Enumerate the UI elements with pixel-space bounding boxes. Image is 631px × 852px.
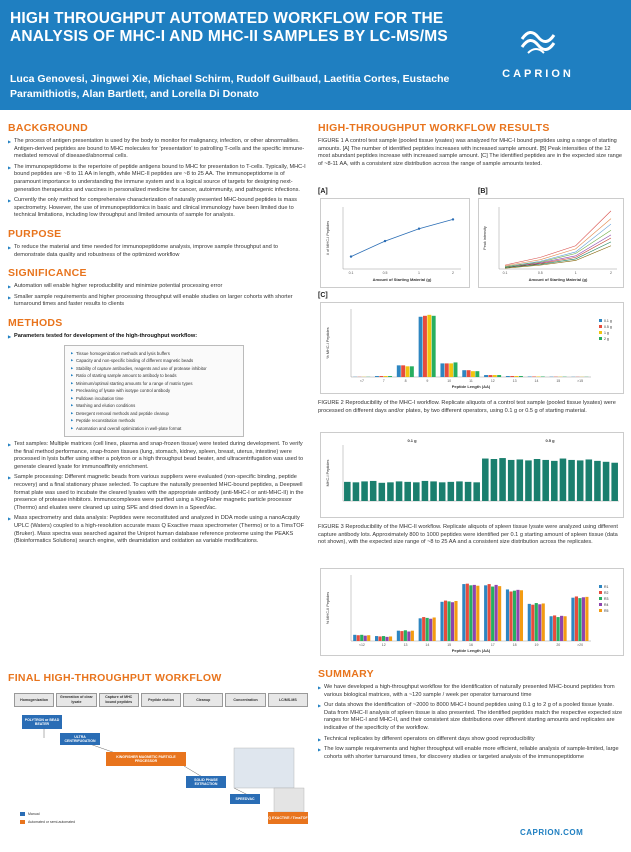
legend-label: 2 g [604,337,609,341]
bar [517,459,524,501]
x-tick-label: 0.5 [537,271,543,275]
bar [506,589,509,641]
bar [422,481,429,501]
x-tick-label: 10 [447,379,452,383]
bar [400,631,403,641]
legend-swatch [599,325,602,328]
legend-swatch [599,585,602,588]
legend-swatch [599,609,602,612]
bar [469,585,472,641]
legend-manual-swatch [20,812,25,816]
methods-intro: ▶ Parameters tested for development of the high-throughput workflow: [8,333,308,341]
data-point [350,255,352,257]
bar [454,601,457,641]
bar [497,375,501,377]
x-tick-label: 1 [574,271,577,275]
bar [515,376,519,377]
bar [397,365,401,377]
bar [444,601,447,641]
methods-sample-processing: ▶ Sample processing: Different magnetic beads from various suppliers were evaluated (non-specific binding, peptide recovery) and a final stationary phase selected. To capture the naturally presented MHC-bound peptides, a Deepwell format plate was used to incubate the cleared lysates with the appropriate antibody (anti-MHC-I or anti-MHC-II) in the presence of protease inhibitors. Immunocomplexes were purified using a KingFisher magnetic particle processor (Thermo) and eluates were cleaned up using SPE and dried down in a SpeedVac. [8,474,308,512]
bar [427,315,431,377]
legend-label: 0.1 g [604,319,612,323]
bar [367,635,370,641]
results-heading: HIGH-THROUGHPUT WORKFLOW RESULTS [318,122,550,134]
methods-test-samples: ▶ Test samples: Multiple matrices (cell lines, plasma and snap-frozen tissue) were tested during development. To verify the final method performance, snap-frozen tissues (lung, stomach, kidney, spleen, breast, uterus, intestine) were processed in lysis buffer using either a polytron or a high throughput bead beater, and ultracentrifugation was used to generate cleared lysate for immunoaffinity enrichment. [8,441,308,471]
legend-auto-label: Automated or semi-automated [28,820,76,824]
panel-b-label: [B] [478,188,488,195]
legend-swatch [599,591,602,594]
wave-logo-icon [518,25,558,59]
x-axis-label: Amount of Starting Material (g) [528,277,588,282]
bar [513,591,516,641]
bar [353,482,360,501]
bar [586,459,593,501]
bar [389,636,392,641]
bar [375,376,379,377]
bar [535,603,538,641]
x-tick-label: 16 [469,643,473,647]
parameter-item: ▶ Minimum/optimal starting amounts for a range of matrix types [71,380,237,388]
legend-label: R5 [604,609,609,613]
x-tick-label: 14 [425,643,430,647]
purpose-heading: PURPOSE [8,227,62,240]
chart-panel-a [320,198,470,288]
x-axis-label: Peptide Length (AA) [451,384,491,389]
legend-label: R4 [604,603,609,607]
x-tick-label: 11 [469,379,473,383]
bar [404,482,411,501]
bar [493,375,497,377]
group-label: 0.5 g [545,438,555,443]
bar [449,363,453,377]
parameter-item: ▶ Preclearing of lysate with isotype control antibody [71,387,237,395]
workflow-step: Cleanup [183,693,223,707]
x-tick-label: 15 [556,379,561,383]
bar [488,375,492,377]
parameter-item: ▶ Washing and elution conditions [71,402,237,410]
bar [406,366,410,377]
x-tick-label: 0.5 [382,271,388,275]
bar [582,597,585,641]
background-para-3: ▶ Currently the only method for comprehensive characterization of naturally presented MHC-bound peptides is mass spectrometry. However, the use of immunopeptidomics in basic and clinical immunology have been limited due to technical limitations, including low throughput and limited amounts of sample for analysis. [8,197,308,220]
bar [462,370,466,377]
bar [498,586,501,641]
bar [465,482,472,501]
bar [508,460,515,501]
bar [404,630,407,641]
bar [473,585,476,641]
figure-3-caption-wrap [318,524,624,547]
bar [491,459,498,501]
panel-c-label: [C] [318,292,328,299]
bar [364,636,367,641]
data-point [384,240,386,242]
legend-manual-label: Manual [28,812,40,816]
legend-swatch [599,603,602,606]
x-tick-label: 2 [610,271,612,275]
legend-label: R2 [604,591,609,595]
bar [571,598,574,641]
y-axis-label: % MHC-II Peptides [326,591,330,625]
instrument-image [234,748,294,788]
workflow-step: Peptide elution [141,693,181,707]
x-tick-label: 2 [452,271,454,275]
workflow-step: Generation of clear lysate [56,693,96,707]
x-tick-label: 9 [426,379,429,383]
bar [560,459,567,501]
wf-box-centrifugation: ULTRA CENTRIFUGATION [60,733,100,745]
left-column [8,122,308,549]
significance-para-2: ▶ Smaller sample requirements and higher processing throughput will enable studies on larger cohorts with shorter turnaround times and faster results to clients [8,294,308,309]
x-tick-label: 18 [512,643,517,647]
x-tick-label: 0.1 [502,271,508,275]
bar [407,632,410,641]
bar [475,371,479,377]
bar [375,636,378,641]
x-axis-label: Amount of Starting Material (g) [372,277,432,282]
workflow-step: Capture of MHC bound peptides [99,693,139,707]
bar [445,363,449,377]
bar [476,586,479,641]
bar [462,584,465,641]
figure-3-caption: FIGURE 3 Reproducibility of the MHC-II workflow. Replicate aliquots of spleen tissue lysate were analyzed using different capture antibody lots. Approximately 800 to 1000 peptides were identified per 0.1 g starting amount of spleen tissue (data not shown), with the expected size range of ~8 to 25 AA and a consistent size distribution across the replicates. [318,524,618,546]
bar [510,376,514,377]
logo-text: CAPRION [502,68,574,80]
bar [379,483,386,501]
bar [542,460,549,501]
bar [473,482,480,501]
workflow-step: Concentration [225,693,265,707]
y-axis-label: % MHC-I Peptides [326,327,330,359]
bar [467,370,471,377]
bar [422,617,425,641]
x-tick-label: 19 [534,643,539,647]
chart-panel-b [478,198,624,288]
instrument-image [274,788,304,812]
bar [451,602,454,641]
x-tick-label: 13 [512,379,517,383]
summary-para-4: ▶ The low sample requirements and higher throughput will enable more efficient, reliable analysis of sample-limited, large cohorts with shorter turnaround times, for discovery studies or targeted analysis of the immunopeptidome [318,746,624,761]
bar [491,587,494,641]
significance-para-1: ▶ Automation will enable higher reproducibility and minimize potential processing error [8,283,308,291]
bar [568,460,575,501]
bar [575,596,578,641]
bar [397,631,400,641]
x-tick-label: 17 [490,643,495,647]
bar [361,481,368,501]
bar [360,635,363,641]
bar [413,482,420,501]
y-axis-label: Peak intensity [483,226,487,250]
wf-box-kingfisher: KINGFISHER MAGNETIC PARTICLE PROCESSOR [106,752,186,766]
x-tick-label: 7 [382,379,385,383]
bar [560,616,563,641]
bar [401,365,405,377]
bar [439,482,446,501]
chart-panel-c [320,302,624,394]
legend-swatch [599,337,602,340]
x-tick-label: 8 [404,379,407,383]
bar [564,616,567,641]
bar [430,481,437,501]
series-line [505,242,611,268]
bar [419,317,423,377]
summary-para-2: ▶ Our data shows the identification of ~2000 to 8000 MHC-I bound peptides using 0.1 g to 2 g of a pooled tissue lysate. Data from MHC-II analysis of spleen tissue is also presented. The identified peptides match the respective expected size ranges for MHC-I and MHC-II, and their consistent size distributions over different starting amounts and replicates are indicative of the specificity of the workflow. [318,702,624,732]
x-axis-label: Peptide Length (AA) [451,648,491,653]
series-line [351,219,453,256]
bar [429,619,432,641]
bar [471,371,475,377]
legend-label: 1 g [604,331,609,335]
legend-swatch [599,597,602,600]
workflow-step: LC/MS-MS [268,693,308,707]
bar [382,636,385,641]
bar [594,461,601,501]
x-tick-label: <12 [358,643,365,647]
parameter-item: ▶ Ratio of starting sample amount to antibody to beads [71,372,237,380]
y-axis-label: MHC-I Peptides [326,459,330,487]
bar [509,592,512,642]
wf-box-spe: SOLID PHASE EXTRACTION [186,776,226,788]
x-tick-label: 13 [403,643,408,647]
parameter-item: ▶ Detergent removal methods and peptide cleanup [71,410,237,418]
bar [396,481,403,501]
legend-swatch [599,331,602,334]
footer-url[interactable]: CAPRION.COM [520,828,584,837]
background-para-2: ▶ The immunopeptidome is the repertoire of peptide antigens bound to MHC for presentation to T-cells. Typically, MHC-I bound peptides are ~8 to 11 AA in length, while MHC-II peptides are ~8 to 25 AA. The immunopeptidome is of paramount importance to understanding the immune system and is a logical source of targets for designing next-generation therapeutics and vaccines in personalized medicine for cancer, autoimmunity, and pathogenic infections. [8,164,308,194]
bar [551,461,558,501]
bar [378,636,381,641]
bar [611,463,618,501]
methods-mass-spec: ▶ Mass spectrometry and data analysis: Peptides were reconstituted and analyzed in DDA mode using a nanoAcquity UPLC (Waters) coupled to a high-resolution accurate mass Q Exactive mass spectrometer (Thermo) or to a TimsTOF (Bruker). Mass spectra was searched against the Uniprot human database reference proteome using the PEAKS (Bioinformatics Solutions) search engine, with deamidation and oxidation as variable modifications. [8,515,308,545]
legend-label: R1 [604,585,609,589]
bar [534,459,541,501]
series-line [505,211,611,265]
author-list: Luca Genovesi, Jingwei Xie, Michael Schirm, Rudolf Guilbaud, Laetitia Cortes, Eustache Paramithiotis, Alan Bartlett, and Lorella Di Donato [10,73,450,100]
bar [448,482,455,501]
bar [388,376,392,377]
chart-figure-2 [320,432,624,518]
parameter-item: ▶ Pulldown incubation time [71,395,237,403]
bar [557,617,560,641]
bar [432,316,436,377]
bar [440,363,444,377]
x-tick-label: 1 [418,271,420,275]
bar [447,601,450,641]
x-tick-label: 14 [534,379,539,383]
background-heading: BACKGROUND [8,122,88,134]
significance-heading: SIGNIFICANCE [8,267,87,280]
bar [516,590,519,641]
bar [506,376,510,377]
bar [550,616,553,641]
bar [488,584,491,641]
workflow-step: Homogenization [14,693,54,707]
bar [385,637,388,641]
workflow-steps [14,693,310,707]
legend-auto-swatch [20,820,25,824]
x-tick-label: >20 [577,643,584,647]
workflow-heading: FINAL HIGH-THROUGHPUT WORKFLOW [8,672,222,684]
parameter-item: ▶ Peptide reconstitution methods [71,417,237,425]
x-tick-label: 12 [490,379,495,383]
bar [466,584,469,641]
series-line [505,230,611,266]
bar [542,603,545,641]
bar [603,462,610,501]
legend-swatch [599,319,602,322]
caprion-logo [478,25,598,80]
bar [426,618,429,641]
chart-figure-3 [320,568,624,656]
panel-a-label: [A] [318,188,328,195]
data-point [452,218,454,220]
bar [411,631,414,641]
bar [484,585,487,641]
header-banner [0,0,631,110]
x-tick-label: 20 [556,643,561,647]
wf-box-homogenizer: POLYTRON or BEAD BEATER [22,715,62,729]
bar [454,362,458,377]
y-axis-label: # of MHC-I Peptides [326,220,330,256]
poster-title: HIGH THROUGHPUT AUTOMATED WORKFLOW FOR THE ANALYSIS OF MHC-I AND MHC-II SAMPLES BY LC-MS/MS [10,10,448,45]
bar [585,597,588,641]
bar [528,604,531,641]
x-tick-label: 0.1 [348,271,354,275]
figure-1-caption: FIGURE 1 A control test sample (pooled tissue lysates) was analyzed for MHC-I bound peptides using a range of starting amounts. [A] The number of identified peptides increases with increased sample amount. [B] Peak intensities of the 12 most abundant peptides increase with increased sample amount. [C] The identified peptides are in the expected size range of ~8-11 AA, with a consistent size distribution across the range of sample amounts tested. [318,138,623,167]
bar [370,481,377,501]
group-label: 0.1 g [407,438,417,443]
data-point [418,228,420,230]
x-tick-label: 12 [381,643,386,647]
x-tick-label: 15 [447,643,452,647]
bar [482,459,489,501]
bar [344,482,351,501]
wf-box-speedvac: SPEEDVAC [230,794,260,804]
bar [419,618,422,641]
bar [387,482,394,501]
summary-heading: SUMMARY [318,668,374,680]
bar [433,617,436,641]
bar [410,366,414,377]
figure-2-caption: FIGURE 2 Reproducibility of the MHC-I workflow. Replicate aliquots of a control test sample (pooled tissue lysates) were processed on different days and/or plates, by two different operators, using 0.1 g or 0.5 g of starting material. [318,400,616,414]
bar [379,376,383,377]
bar [456,481,463,501]
right-column [318,122,624,168]
bar [440,602,443,641]
bar [353,635,356,641]
bar [577,460,584,501]
legend-label: 0.5 g [604,325,612,329]
bar [495,585,498,641]
bar [384,376,388,377]
summary-para-1: ▶ We have developed a high-throughput workflow for the identification of naturally presented MHC-bound peptides from various biological matrices, with a ~120 sample / week per operator turnaround time [318,684,624,699]
bar [538,604,541,641]
parameter-item: ▶ Tissue homogenization methods and lysis buffers [71,350,237,358]
parameter-item: ▶ Capacity and non-specific binding of different magnetic beads [71,357,237,365]
bar [484,375,488,377]
background-para-1: ▶ The process of antigen presentation is used by the body to monitor for malignancy, infection, or other abnormalities. Antigen-derived peptides are bound to MHC molecules for 'presentation' to patrolling T-cells and the specific immune-mediated removal of diseased/abnormal cells. [8,138,308,161]
legend-label: R3 [604,597,609,601]
wf-box-lcms: Q EXACTIVE / TimsTOF [268,812,308,824]
x-tick-label: >15 [577,379,584,383]
purpose-para: ▶ To reduce the material and time needed for immunopeptidome analysis, improve sample throughput and to demonstrate data quality and robustness of the optimized workflow [8,244,308,259]
parameters-box [64,345,244,438]
bar [578,598,581,641]
bar [525,460,532,501]
figure-2-caption-wrap [318,400,624,415]
summary-para-3: ▶ Technical replicates by different operators on different days show good reproducibility [318,736,624,744]
parameter-item: ▶ Stability of capture antibodies, reagents and use of protease inhibitor [71,365,237,373]
bar [357,635,360,641]
x-tick-label: <7 [359,379,364,383]
bar [519,376,523,377]
parameter-item: ▶ Automation and overall optimization in well-plate format [71,425,237,433]
bar [499,458,506,501]
bar [520,590,523,641]
methods-heading: METHODS [8,316,63,329]
bar [531,605,534,641]
summary-section [318,668,624,764]
bar [553,615,556,641]
series-line [505,219,611,266]
bar [423,316,427,377]
